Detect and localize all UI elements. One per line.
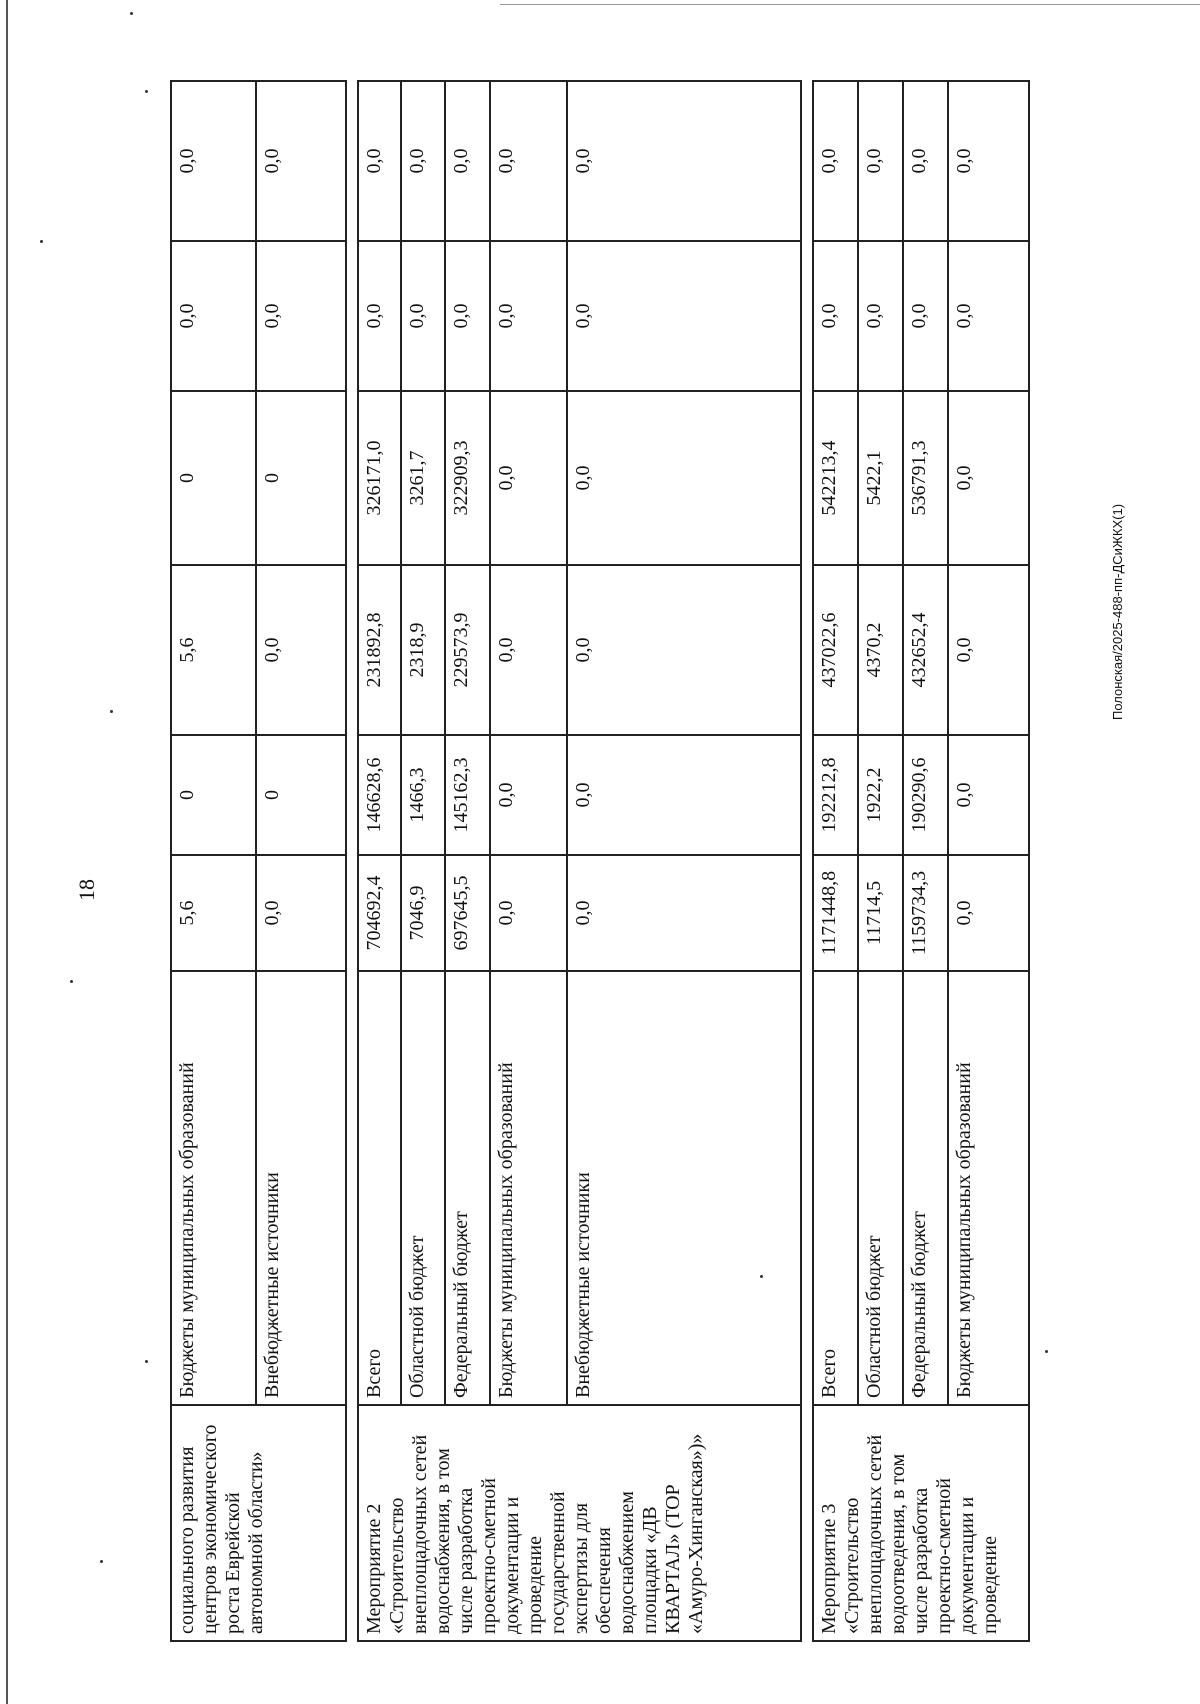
value-cell: 7046,9 [401, 855, 446, 971]
scan-speck [760, 1275, 763, 1278]
value-cell: 0 [171, 735, 256, 855]
value-cell: 0,0 [358, 241, 401, 391]
value-cell: 0,0 [813, 81, 858, 241]
value-cell: 0 [256, 735, 345, 855]
value-cell: 0,0 [490, 855, 567, 971]
value-cell: 5,6 [171, 855, 256, 971]
value-cell: 231892,8 [358, 565, 401, 735]
value-cell: 0,0 [948, 855, 1029, 971]
value-cell: 0,0 [948, 241, 1029, 391]
document-code: Полонская/2025-488-пп-ДСиЖКХ(1) [1110, 503, 1125, 720]
value-cell: 0,0 [858, 241, 903, 391]
value-cell: 0,0 [567, 81, 801, 241]
source-cell: Федеральный бюджет [903, 971, 948, 1405]
page-edge-line [6, 0, 8, 1704]
row-separator [346, 81, 358, 1641]
scan-speck [40, 240, 43, 243]
value-cell: 1466,3 [401, 735, 446, 855]
scan-speck [145, 90, 148, 93]
value-cell: 0,0 [567, 855, 801, 971]
source-cell: Внебюджетные источники [567, 971, 801, 1405]
scan-speck [70, 980, 73, 983]
value-cell: 437022,6 [813, 565, 858, 735]
value-cell: 0 [171, 391, 256, 565]
source-cell: Всего [813, 971, 858, 1405]
value-cell: 322909,3 [445, 391, 490, 565]
value-cell: 542213,4 [813, 391, 858, 565]
value-cell: 0,0 [490, 241, 567, 391]
source-cell: Всего [358, 971, 401, 1405]
source-cell: Областной бюджет [858, 971, 903, 1405]
value-cell: 1171448,8 [813, 855, 858, 971]
value-cell: 0,0 [813, 241, 858, 391]
source-cell: Внебюджетные источники [256, 971, 345, 1405]
value-cell: 697645,5 [445, 855, 490, 971]
value-cell: 536791,3 [903, 391, 948, 565]
scan-speck [130, 12, 133, 15]
scan-speck [100, 1560, 103, 1563]
value-cell: 0,0 [490, 735, 567, 855]
value-cell: 3261,7 [401, 391, 446, 565]
rotated-page-content [74, 82, 1030, 1642]
scan-speck [110, 710, 113, 713]
value-cell: 0,0 [401, 241, 446, 391]
source-cell: Бюджеты муниципальных образований [171, 971, 256, 1405]
value-cell: 0,0 [948, 565, 1029, 735]
measure-cell: Мероприятие 2 «Строительство внеплощадочных сетей водоснабжения, в том числе разработка проектно-сметной документации и проведение государственной экспертизы для обеспечения водоснабжением площадки «ДВ КВАРТАЛ» (ТОР «Амуро-Хинганская»)» [358, 1405, 801, 1641]
value-cell: 0,0 [567, 241, 801, 391]
value-cell: 5422,1 [858, 391, 903, 565]
table-row [358, 81, 401, 1641]
value-cell: 0,0 [401, 81, 446, 241]
value-cell: 326171,0 [358, 391, 401, 565]
value-cell: 190290,6 [903, 735, 948, 855]
value-cell: 0,0 [256, 855, 345, 971]
table-row [171, 81, 256, 1641]
value-cell: 11714,5 [858, 855, 903, 971]
value-cell: 0,0 [903, 81, 948, 241]
value-cell: 229573,9 [445, 565, 490, 735]
value-cell: 0,0 [903, 241, 948, 391]
value-cell: 0,0 [358, 81, 401, 241]
scan-speck [145, 1360, 148, 1363]
measure-cell: Мероприятие 3 «Строительство внеплощадочных сетей водоотведения, в том числе разработка проектно-сметной документации и проведение [813, 1405, 1029, 1641]
value-cell: 0,0 [858, 81, 903, 241]
measure-cell: социального развития центров экономического роста Еврейской автономной области» [171, 1405, 346, 1641]
page-edge-line [500, 4, 1200, 5]
value-cell: 145162,3 [445, 735, 490, 855]
table-row [813, 81, 858, 1641]
value-cell: 0,0 [490, 565, 567, 735]
row-separator [801, 81, 813, 1641]
value-cell: 0 [256, 391, 345, 565]
value-cell: 5,6 [171, 565, 256, 735]
value-cell: 0,0 [490, 391, 567, 565]
value-cell: 704692,4 [358, 855, 401, 971]
scan-speck [1045, 1350, 1048, 1353]
value-cell: 0,0 [256, 81, 345, 241]
value-cell: 0,0 [490, 81, 567, 241]
value-cell: 1922,2 [858, 735, 903, 855]
value-cell: 4370,2 [858, 565, 903, 735]
value-cell: 0,0 [948, 81, 1029, 241]
source-cell: Областной бюджет [401, 971, 446, 1405]
value-cell: 0,0 [948, 391, 1029, 565]
value-cell: 146628,6 [358, 735, 401, 855]
value-cell: 1159734,3 [903, 855, 948, 971]
page-number: 18 [74, 879, 99, 901]
value-cell: 0,0 [445, 81, 490, 241]
value-cell: 0,0 [567, 565, 801, 735]
value-cell: 432652,4 [903, 565, 948, 735]
value-cell: 0,0 [171, 81, 256, 241]
value-cell: 0,0 [567, 735, 801, 855]
value-cell: 0,0 [256, 565, 345, 735]
value-cell: 0,0 [567, 391, 801, 565]
value-cell: 192212,8 [813, 735, 858, 855]
source-cell: Федеральный бюджет [445, 971, 490, 1405]
value-cell: 0,0 [171, 241, 256, 391]
value-cell: 0,0 [948, 735, 1029, 855]
value-cell: 0,0 [445, 241, 490, 391]
source-cell: Бюджеты муниципальных образований [490, 971, 567, 1405]
funding-table [170, 80, 1030, 1642]
source-cell: Бюджеты муниципальных образований [948, 971, 1029, 1405]
value-cell: 0,0 [256, 241, 345, 391]
value-cell: 2318,9 [401, 565, 446, 735]
